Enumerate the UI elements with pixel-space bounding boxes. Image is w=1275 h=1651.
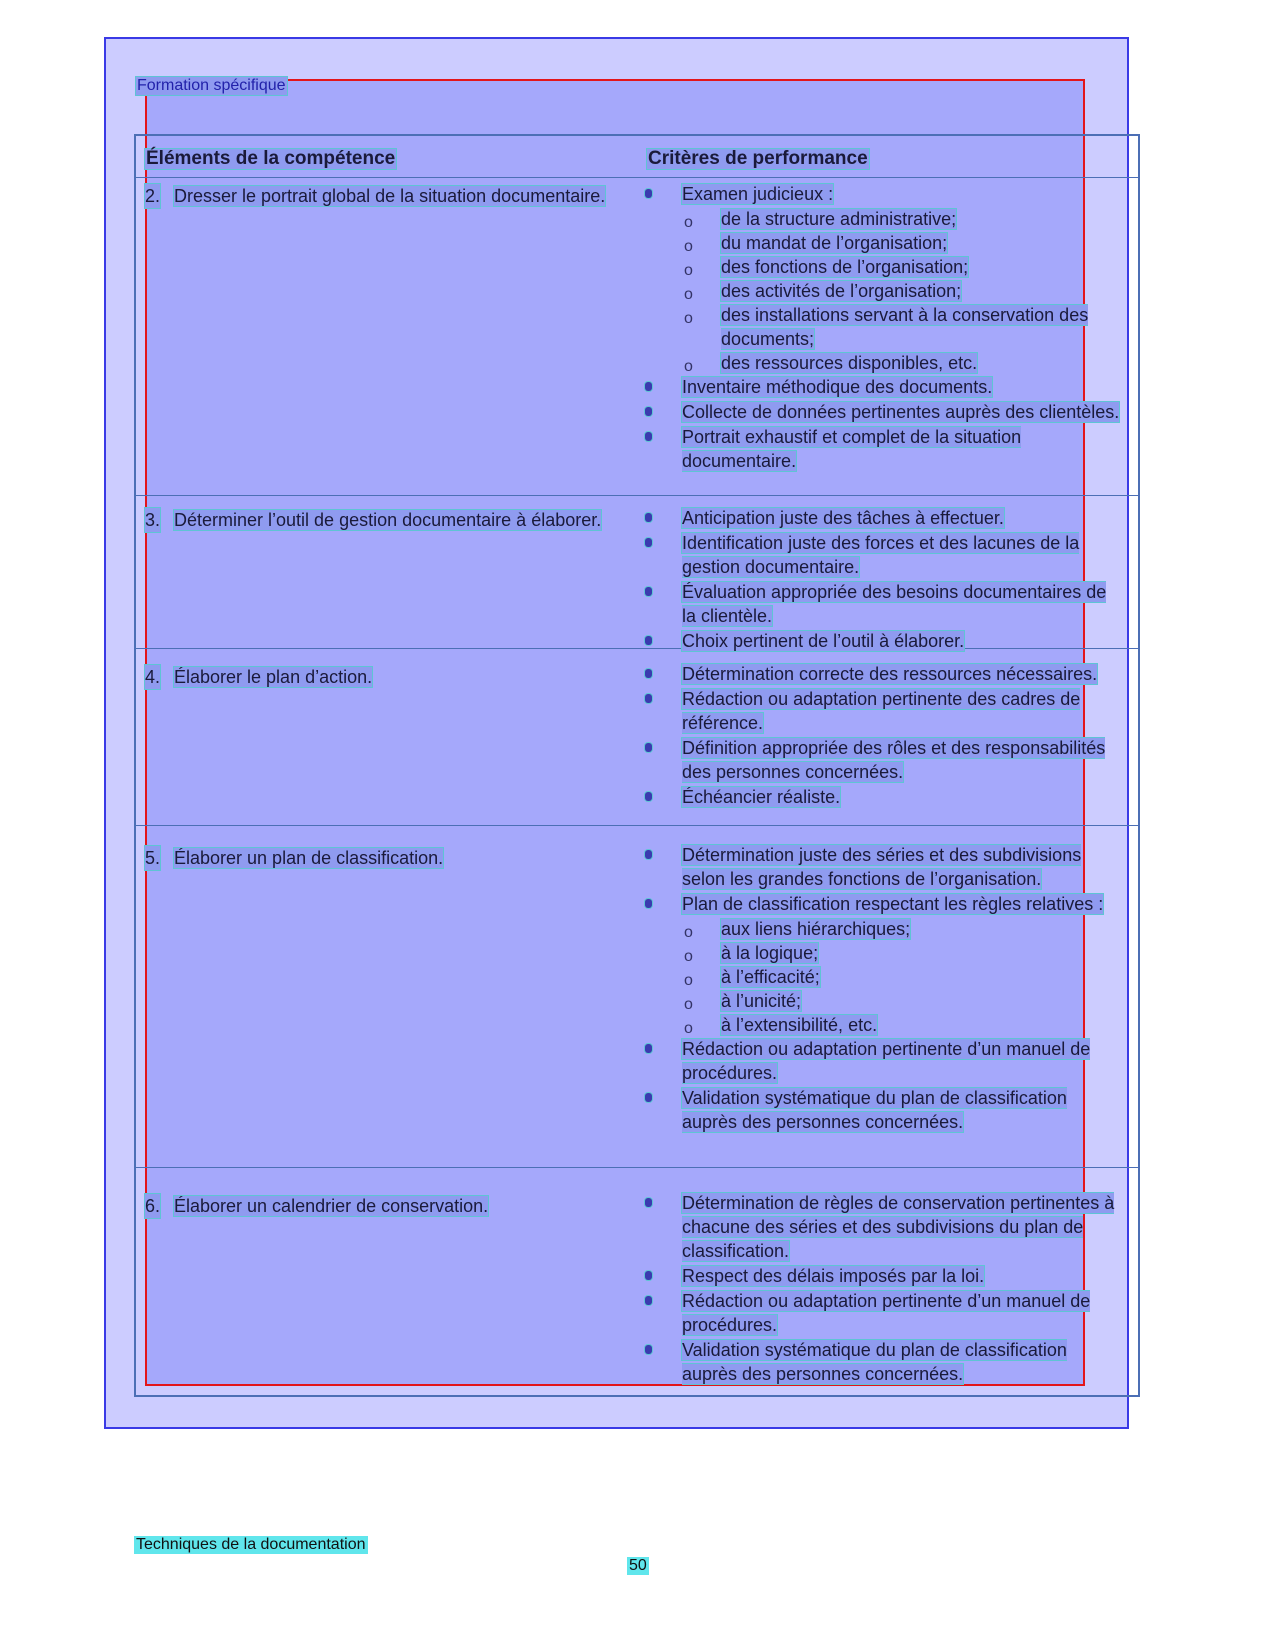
sub-item bbox=[645, 303, 1125, 351]
bullet-icon bbox=[645, 694, 652, 703]
element-number: 6. bbox=[145, 1196, 161, 1216]
sub-item-text: des ressources disponibles, etc. bbox=[721, 353, 978, 373]
criteria-text: Choix pertinent de l’outil à élaborer. bbox=[682, 631, 965, 651]
sub-item-text: des installations servant à la conservation des documents; bbox=[721, 305, 1089, 349]
row-divider bbox=[134, 825, 1140, 826]
bullet-icon bbox=[645, 538, 652, 547]
criteria-item bbox=[645, 182, 1125, 206]
criteria-item bbox=[645, 736, 1125, 784]
bullet-icon bbox=[645, 636, 652, 645]
criteria-text: Évaluation appropriée des besoins documentaires de la clientèle. bbox=[682, 582, 1107, 626]
criteria-item bbox=[645, 1086, 1125, 1134]
element-number: 5. bbox=[145, 848, 161, 868]
sub-item-text: des activités de l’organisation; bbox=[721, 281, 962, 301]
sub-item-text: à l’efficacité; bbox=[721, 967, 820, 987]
element-text: Dresser le portrait global de la situation documentaire. bbox=[174, 186, 606, 206]
circle-bullet-icon: o bbox=[684, 1020, 693, 1037]
criteria-item bbox=[645, 400, 1125, 424]
criteria-item bbox=[645, 425, 1125, 473]
element-text: Déterminer l’outil de gestion documentaire à élaborer. bbox=[174, 510, 602, 530]
bullet-icon bbox=[645, 587, 652, 596]
circle-bullet-icon: o bbox=[684, 972, 693, 989]
bullet-icon bbox=[645, 850, 652, 859]
sub-item bbox=[645, 279, 1125, 303]
bullet-icon bbox=[645, 1044, 652, 1053]
page-number: 50 bbox=[629, 1557, 647, 1574]
sub-item-text: des fonctions de l’organisation; bbox=[721, 257, 969, 277]
bullet-icon bbox=[645, 189, 652, 198]
table-header bbox=[134, 134, 1140, 178]
criteria-item bbox=[645, 629, 1125, 653]
row-divider bbox=[134, 1167, 1140, 1168]
bullet-icon bbox=[645, 407, 652, 416]
criteria-item bbox=[645, 687, 1125, 735]
bullet-icon bbox=[645, 669, 652, 678]
circle-bullet-icon: o bbox=[684, 358, 693, 375]
sub-item bbox=[645, 917, 1125, 941]
criteria-text: Collecte de données pertinentes auprès des clientèles. bbox=[682, 402, 1120, 422]
criteria-item bbox=[645, 1037, 1125, 1085]
criteria-text: Anticipation juste des tâches à effectuer. bbox=[682, 508, 1004, 528]
circle-bullet-icon: o bbox=[684, 996, 693, 1013]
bullet-icon bbox=[645, 1093, 652, 1102]
criteria-text: Rédaction ou adaptation pertinente d’un manuel de procédures. bbox=[682, 1039, 1091, 1083]
bullet-icon bbox=[645, 1271, 652, 1280]
criteria-text: Identification juste des forces et des lacunes de la gestion documentaire. bbox=[682, 533, 1080, 577]
sub-item bbox=[645, 989, 1125, 1013]
bullet-icon bbox=[645, 1345, 652, 1354]
criteria-item bbox=[645, 1289, 1125, 1337]
bullet-icon bbox=[645, 1296, 652, 1305]
sub-item bbox=[645, 1013, 1125, 1037]
bullet-icon bbox=[645, 513, 652, 522]
criteria-item bbox=[645, 375, 1125, 399]
element-number: 2. bbox=[145, 186, 161, 206]
criteria-item bbox=[645, 892, 1125, 916]
bullet-icon bbox=[645, 1198, 652, 1207]
circle-bullet-icon: o bbox=[684, 310, 693, 327]
circle-bullet-icon: o bbox=[684, 286, 693, 303]
circle-bullet-icon: o bbox=[684, 948, 693, 965]
circle-bullet-icon: o bbox=[684, 924, 693, 941]
criteria-text: Validation systématique du plan de classification auprès des personnes concernées. bbox=[682, 1340, 1067, 1384]
criteria-item bbox=[645, 1264, 1125, 1288]
circle-bullet-icon: o bbox=[684, 238, 693, 255]
criteria-text: Inventaire méthodique des documents. bbox=[682, 377, 993, 397]
element-text: Élaborer le plan d’action. bbox=[174, 667, 373, 687]
sub-item-text: aux liens hiérarchiques; bbox=[721, 919, 911, 939]
criteria-item bbox=[645, 785, 1125, 809]
row-divider bbox=[134, 495, 1140, 496]
criteria-item bbox=[645, 531, 1125, 579]
bullet-icon bbox=[645, 382, 652, 391]
criteria-text: Respect des délais imposés par la loi. bbox=[682, 1266, 985, 1286]
sub-item-text: à l’unicité; bbox=[721, 991, 802, 1011]
criteria-text: Rédaction ou adaptation pertinente d’un manuel de procédures. bbox=[682, 1291, 1091, 1335]
bullet-icon bbox=[645, 743, 652, 752]
header-elements: Éléments de la compétence bbox=[146, 148, 396, 169]
criteria-text: Plan de classification respectant les règles relatives : bbox=[682, 894, 1104, 914]
sub-item bbox=[645, 965, 1125, 989]
element-text: Élaborer un calendrier de conservation. bbox=[174, 1196, 489, 1216]
criteria-list bbox=[645, 182, 1125, 474]
criteria-text: Détermination juste des séries et des subdivisions selon les grandes fonctions de l’organisation. bbox=[682, 845, 1082, 889]
criteria-item bbox=[645, 506, 1125, 530]
bullet-icon bbox=[645, 432, 652, 441]
circle-bullet-icon: o bbox=[684, 214, 693, 231]
criteria-list bbox=[645, 1191, 1125, 1387]
criteria-text: Définition appropriée des rôles et des responsabilités des personnes concernées. bbox=[682, 738, 1106, 782]
bullet-icon bbox=[645, 899, 652, 908]
criteria-list bbox=[645, 506, 1125, 654]
sub-item bbox=[645, 351, 1125, 375]
criteria-text: Rédaction ou adaptation pertinente des cadres de référence. bbox=[682, 689, 1081, 733]
criteria-text: Validation systématique du plan de classification auprès des personnes concernées. bbox=[682, 1088, 1067, 1132]
circle-bullet-icon: o bbox=[684, 262, 693, 279]
element-number: 3. bbox=[145, 510, 161, 530]
sub-item bbox=[645, 255, 1125, 279]
criteria-item bbox=[645, 580, 1125, 628]
sub-item-text: de la structure administrative; bbox=[721, 209, 957, 229]
element-number: 4. bbox=[145, 667, 161, 687]
sub-item bbox=[645, 207, 1125, 231]
criteria-item bbox=[645, 843, 1125, 891]
criteria-text: Détermination correcte des ressources nécessaires. bbox=[682, 664, 1098, 684]
criteria-text: Détermination de règles de conservation pertinentes à chacune des séries et des subdivisions du plan de classification. bbox=[682, 1193, 1115, 1261]
sub-item bbox=[645, 941, 1125, 965]
criteria-item bbox=[645, 662, 1125, 686]
section-title: Formation spécifique bbox=[137, 77, 286, 94]
criteria-list bbox=[645, 662, 1125, 810]
criteria-text: Échéancier réaliste. bbox=[682, 787, 841, 807]
criteria-item bbox=[645, 1338, 1125, 1386]
criteria-text: Examen judicieux : bbox=[682, 184, 834, 204]
sub-item bbox=[645, 231, 1125, 255]
criteria-text: Portrait exhaustif et complet de la situation documentaire. bbox=[682, 427, 1022, 471]
sub-item-text: à la logique; bbox=[721, 943, 819, 963]
footer-program: Techniques de la documentation bbox=[136, 1536, 366, 1553]
criteria-item bbox=[645, 1191, 1125, 1263]
header-criteria: Critères de performance bbox=[648, 148, 868, 169]
bullet-icon bbox=[645, 792, 652, 801]
sub-item-text: à l’extensibilité, etc. bbox=[721, 1015, 878, 1035]
criteria-list bbox=[645, 843, 1125, 1135]
sub-item-text: du mandat de l’organisation; bbox=[721, 233, 948, 253]
element-text: Élaborer un plan de classification. bbox=[174, 848, 444, 868]
